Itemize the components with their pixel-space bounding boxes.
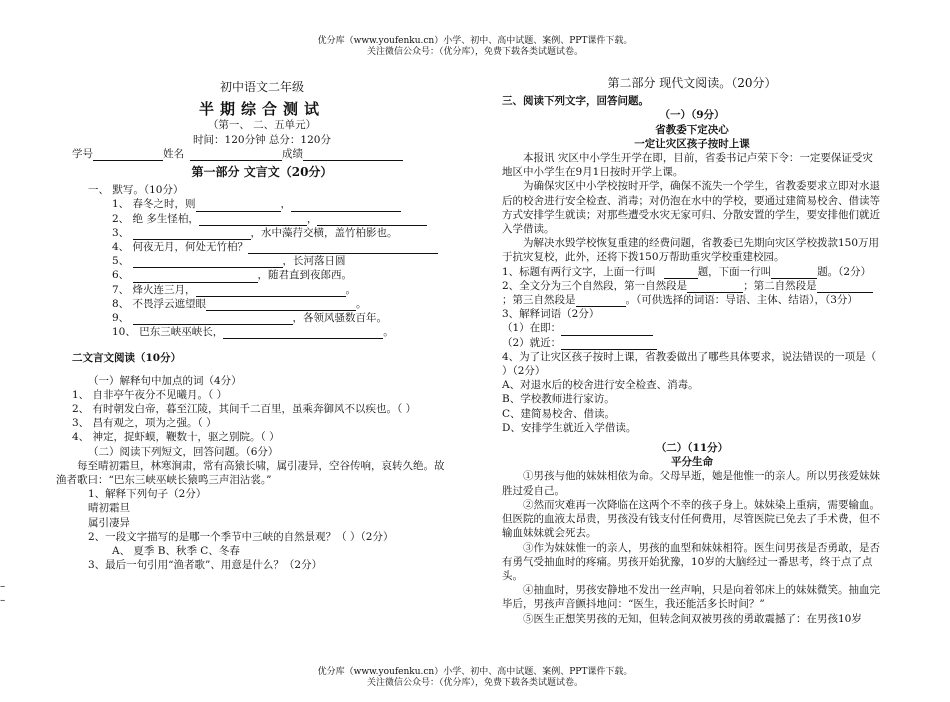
left-column <box>0 76 452 607</box>
answer-blank[interactable] <box>291 200 401 212</box>
story-paragraph-5: ⑤医生正想笑男孩的无知，但转念间双被男孩的勇敢震撼了：在男孩10岁 <box>523 612 862 625</box>
score-label: 成绩 <box>282 147 303 160</box>
name-blank[interactable] <box>190 149 282 161</box>
story-paragraph-4: ④抽血时，男孩安静地不发出一丝声响，只是向着邻床上的妹妹微笑。抽血完毕后，男孩声音颤抖地问：“医生，我还能活多长时间？” <box>502 584 880 611</box>
translate-item-1: 晴初霜旦 <box>88 502 130 515</box>
item-text: 。 <box>383 326 394 339</box>
answer-dash-2: – <box>0 593 6 606</box>
score-blank[interactable] <box>303 149 403 161</box>
dictation-item-1 <box>72 197 452 211</box>
item-number: 7、 <box>112 283 130 296</box>
item-number: 10、 <box>112 326 136 339</box>
item-text: ， <box>280 198 292 211</box>
item-text: ，各领风骚数百年。 <box>292 312 388 325</box>
item-number: 3、 <box>112 226 130 239</box>
option-c: C、建简易校舍、借读。 <box>502 407 616 420</box>
question-3b <box>502 336 882 350</box>
answer-blank[interactable] <box>248 242 438 254</box>
answer-blank[interactable] <box>771 267 817 279</box>
season-question: 2、一段文字描写的是哪一个季节中三峡的自然景观？（ ）（2分） <box>88 530 394 543</box>
answer-dash-1: – <box>0 579 6 592</box>
dictation-item-10 <box>72 325 452 339</box>
question-4: 4、为了让灾区孩子按时上课，省教委做出了哪些具体要求，说法错误的一项是（ ）（2分） <box>502 350 877 378</box>
answer-blank[interactable] <box>196 200 281 212</box>
question-text: （2）就近： <box>502 336 562 349</box>
item-text: 不畏浮云遮望眼 <box>132 297 207 310</box>
translate-question: 1、解释下列句子（2分） <box>88 488 207 501</box>
question-3a <box>502 321 882 335</box>
answer-blank[interactable] <box>133 228 251 240</box>
translate-item-2: 属引凄异 <box>88 516 130 529</box>
item-number: 1、 <box>112 198 130 211</box>
item-text: 何夜无月，何处无竹柏？ <box>132 241 249 254</box>
news-paragraph-3: 为解决水毁学校恢复重建的经费问题，省教委已先期向灾区学校拨款150万用于抗灾复校，此外，还将下拨150万帮助重灾学校重建校园。 <box>502 237 880 264</box>
question-text: 。（可供选择的词语：导语、主体、结语），（3分） <box>625 294 858 307</box>
dictation-item-4 <box>72 240 452 254</box>
question-text: 2、全文分为三个自然段，第一自然段是 <box>502 279 688 292</box>
dictation-item-6 <box>72 268 452 282</box>
part2-title: 第二部分 现代文阅读。（20分） <box>607 76 777 90</box>
student-no-blank[interactable] <box>93 149 163 161</box>
item-text: ，水中藻荇交横，盖竹柏影也。 <box>250 226 398 239</box>
header-line-2: 关注微信公众号：（优分库），免费下载各类试题试卷。 <box>366 47 583 57</box>
footer-line-2: 关注微信公众号：（优分库），免费下载各类试题试卷。 <box>366 678 583 688</box>
page-footer <box>0 667 950 689</box>
question-3: 3、解释词语（2分） <box>502 308 600 321</box>
answer-blank[interactable] <box>561 324 653 336</box>
story-paragraph-3: ③作为妹妹惟一的亲人，男孩的血型和妹妹相符。医生问男孩是否勇敢，是否有勇气受抽血时的疼痛。男孩开始犹豫，10岁的大脑经过一番思考，终于点了点头。 <box>502 541 880 582</box>
footer-line-1: 优分库（www.youfenku.cn）小学、初中、高中试题、案例、PPT课件下载。 <box>317 667 633 677</box>
word-item-3: 3、 昌有观之，项为之强。（ ） <box>72 417 217 430</box>
item-number: 6、 <box>112 269 130 282</box>
right-column <box>502 76 882 626</box>
item-text: 。 <box>345 283 357 296</box>
item-text: 。 <box>356 297 367 310</box>
option-a: A、对退水后的校舍进行安全检查、消毒。 <box>502 379 699 392</box>
answer-blank[interactable] <box>196 285 346 297</box>
answer-blank[interactable] <box>223 327 383 339</box>
item-number: 9、 <box>112 312 130 325</box>
option-b: B、学校教师进行家访。 <box>502 393 615 406</box>
item-number: 5、 <box>112 255 130 268</box>
units-line: （第一、 二、五单元） <box>207 119 317 132</box>
question-text: ；第三自然段是 <box>502 294 576 307</box>
q1-title: 一、 默写。（10分） <box>88 184 184 197</box>
news-paragraph-2: 为确保灾区中小学校按时开学，确保不流失一个学生，省教委要求立即对水退后的校舍进行安全检查、消毒；对仍泡在水中的学校，要通过建简易校舍、借读等方式安排学生就读；对那些遭受水灾无家可归、分散安置的学生，要安排他们就近入学借读。 <box>502 180 880 236</box>
name-label: 姓名 <box>163 147 184 160</box>
dictation-item-5 <box>72 254 452 268</box>
question-text: 题，下面一行叫 <box>697 265 772 278</box>
answer-blank[interactable] <box>133 271 258 283</box>
question-text: 题。（2分） <box>817 265 872 278</box>
dictation-item-7 <box>72 283 452 297</box>
word-item-1: 1、 自非亭午夜分不见曦月。（ ） <box>72 388 228 401</box>
part1-title: 第一部分 文言文（20分） <box>191 165 333 180</box>
fisher-question: 3、最后一句引用“渔者歌”、用意是什么？（2分） <box>88 559 323 572</box>
story-paragraph-2: ②然而灾难再一次降临在这两个不幸的孩子身上。妹妹染上重病，需要输血。但医院的血液太昂贵，男孩没有钱支付任何费用，尽管医院已免去了手术费，但不输血妹妹就会死去。 <box>502 498 880 540</box>
answer-blank[interactable] <box>199 214 307 226</box>
question-text: ；第二自然段是 <box>743 279 817 292</box>
item-number: 2、 <box>112 212 130 225</box>
dictation-item-8 <box>72 297 452 311</box>
answer-blank[interactable] <box>561 338 657 350</box>
classical-passage: 每至晴初霜旦，林寒涧肃，常有高猿长啸，属引凄异，空谷传响，哀转久绝。故渔者歌曰：“巴东三峡巫峡长猿鸣三声泪沾裳。” <box>56 459 445 487</box>
question-2 <box>502 279 882 307</box>
news-paragraph-1: 本报讯 灾区中小学生开学在即，目前，省委书记卢荣下令：一定要保证受灾地区中小学生在9月1日按时开学上课。 <box>502 152 873 179</box>
item-text: 巴东三峡巫峡长， <box>135 326 224 339</box>
question-1 <box>502 265 882 279</box>
item-text: ，长河落日圆 <box>282 255 346 268</box>
section2-label: （二）（11分） <box>655 442 729 455</box>
answer-blank[interactable] <box>133 256 283 268</box>
item-text: ， <box>306 212 318 225</box>
story-title: 平分生命 <box>671 456 713 469</box>
season-options: A、 夏季 B、秋季 C、冬春 <box>112 545 240 558</box>
item-text: 烽火连三月， <box>132 283 196 296</box>
answer-blank[interactable] <box>206 299 356 311</box>
dictation-item-3 <box>72 226 452 240</box>
answer-blank[interactable] <box>576 295 626 307</box>
page-header <box>0 36 950 58</box>
story-paragraph-1: ①男孩与他的妹妹相依为命。父母早逝，她是他惟一的亲人。所以男孩爱妹妹胜过爱自己。 <box>502 470 880 497</box>
header-line-1: 优分库（www.youfenku.cn）小学、初中、高中试题、案例、PPT课件下载。 <box>317 36 633 46</box>
answer-blank[interactable] <box>133 313 293 325</box>
item-number: 8、 <box>112 297 130 310</box>
answer-blank[interactable] <box>317 214 427 226</box>
item-number: 4、 <box>112 241 130 254</box>
item-text: 春冬之时，则 <box>132 198 196 211</box>
news-title-1: 省教委下定决心 <box>655 123 729 136</box>
student-info-line <box>0 147 452 161</box>
item-text: ，随君直到夜郎西。 <box>257 269 353 282</box>
q2-title: 二文言文阅读（10分） <box>72 352 182 365</box>
question-text: （1）在即： <box>502 322 562 335</box>
option-d: D、安排学生就近入学借读。 <box>502 421 637 434</box>
word-item-4: 4、 神定，捉虾蟆，鞭数十，驱之别院。（ ） <box>72 431 280 444</box>
question-text: 1、标题有两行文字，上面一行叫 <box>502 265 656 278</box>
exam-title: 半期综合测试 <box>198 100 325 119</box>
answer-blank[interactable] <box>664 267 698 279</box>
q2-sub1-title: （一）解释句中加点的词（4分） <box>88 374 242 387</box>
q2-sub2-title: （二）阅读下列短文，回答问题。（6分） <box>88 445 279 458</box>
dictation-item-9 <box>72 311 452 325</box>
dictation-item-2 <box>72 212 452 226</box>
word-item-2: 2、 有时朝发白帝，暮至江陵，其间千二百里，虽乘奔御风不以疾也。（ ） <box>72 403 417 416</box>
student-no-label: 学号 <box>72 147 93 160</box>
news-title-2: 一定让灾区孩子按时上课 <box>634 137 750 150</box>
answer-blank[interactable] <box>687 281 743 293</box>
grade-title: 初中语文二年级 <box>219 80 304 94</box>
item-text: 绝 多生怪柏， <box>132 212 199 225</box>
time-score-line: 时间：120分钟 总分：120分 <box>193 133 331 146</box>
q3-title: 三、阅读下列文字，回答问题。 <box>502 95 649 108</box>
section1-label: （一）（9分） <box>659 109 725 122</box>
answer-blank[interactable] <box>817 281 873 293</box>
